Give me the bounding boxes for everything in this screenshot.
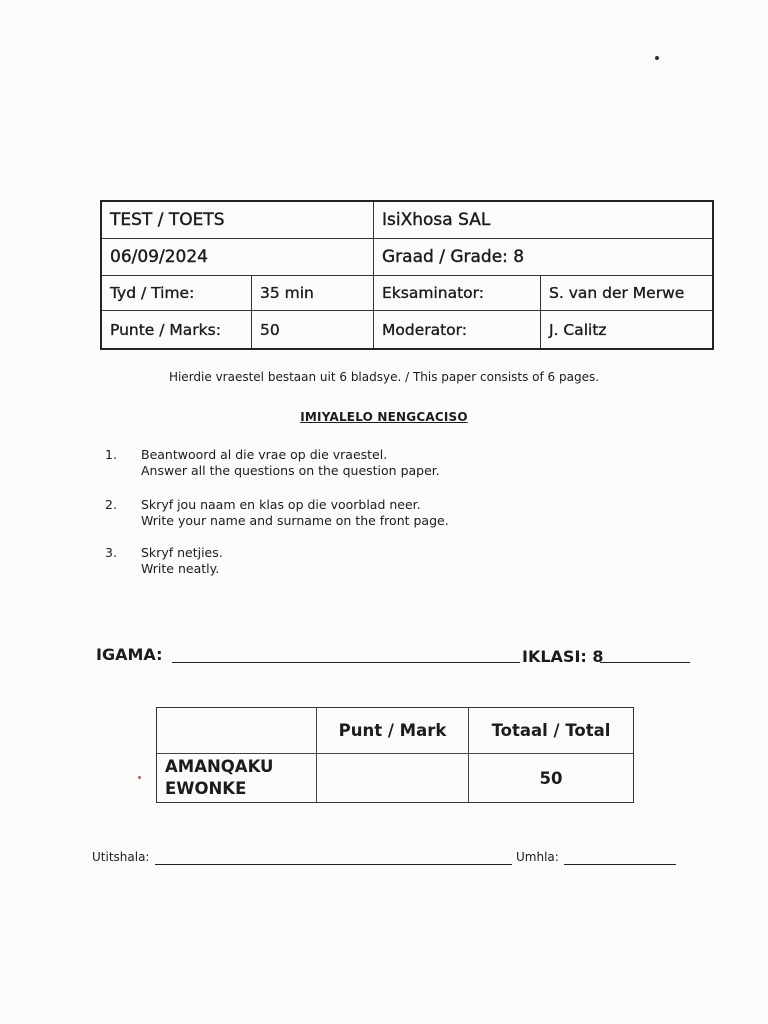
mark-entry-cell[interactable]	[317, 754, 469, 802]
teacher-field[interactable]	[155, 852, 512, 865]
instruction-number: 3.	[105, 545, 117, 560]
pages-note: Hierdie vraestel bestaan uit 6 bladsye. / This paper consists of 6 pages.	[168, 370, 600, 384]
moderator-label: Moderator:	[374, 311, 541, 348]
instruction-line: Beantwoord al die vrae op die vraestel.	[141, 447, 388, 462]
marks-value: 50	[252, 311, 374, 348]
class-field[interactable]	[600, 648, 690, 663]
total-column-header: Totaal / Total	[469, 708, 633, 754]
name-field[interactable]	[172, 648, 520, 663]
mark-column-header: Punt / Mark	[317, 708, 469, 754]
examiner-label: Eksaminator:	[374, 276, 541, 311]
instruction-item	[105, 545, 223, 577]
examiner-value: S. van der Merwe	[541, 276, 712, 311]
instruction-line: Skryf netjies.	[141, 545, 223, 560]
instruction-number: 1.	[105, 447, 117, 462]
instruction-number: 2.	[105, 497, 117, 512]
instruction-line: Write your name and surname on the front page.	[141, 513, 449, 528]
moderator-value: J. Calitz	[549, 320, 607, 339]
total-value: 50	[539, 768, 563, 788]
instruction-item	[105, 497, 449, 529]
scan-speck	[655, 56, 659, 60]
instruction-line: Skryf jou naam en klas op die voorblad neer.	[141, 497, 421, 512]
name-label: IGAMA:	[96, 645, 163, 664]
instruction-line: Write neatly.	[141, 561, 220, 576]
class-label: IKLASI: 8	[522, 647, 604, 666]
total-marks-label-line: AMANQAKU	[165, 757, 274, 776]
teacher-label: Utitshala:	[92, 850, 150, 864]
marks-table	[156, 707, 634, 803]
date-field[interactable]	[564, 852, 676, 865]
total-marks-label-line: EWONKE	[165, 779, 247, 798]
total-marks-label	[157, 754, 317, 802]
instructions-heading: IMIYALELO NENGCACISO	[300, 410, 468, 424]
instruction-line: Answer all the questions on the question paper.	[141, 463, 440, 478]
scan-speck	[138, 776, 141, 779]
time-label: Tyd / Time:	[102, 276, 252, 311]
test-date: 06/09/2024	[102, 239, 374, 276]
test-label: TEST / TOETS	[102, 202, 374, 239]
header-table	[100, 200, 714, 350]
date-label: Umhla:	[516, 850, 559, 864]
marks-table-corner	[157, 708, 317, 754]
instruction-item	[105, 447, 440, 479]
marks-label: Punte / Marks:	[102, 311, 252, 348]
time-value: 35 min	[252, 276, 374, 311]
grade: Graad / Grade: 8	[374, 239, 712, 276]
subject: IsiXhosa SAL	[374, 202, 712, 239]
